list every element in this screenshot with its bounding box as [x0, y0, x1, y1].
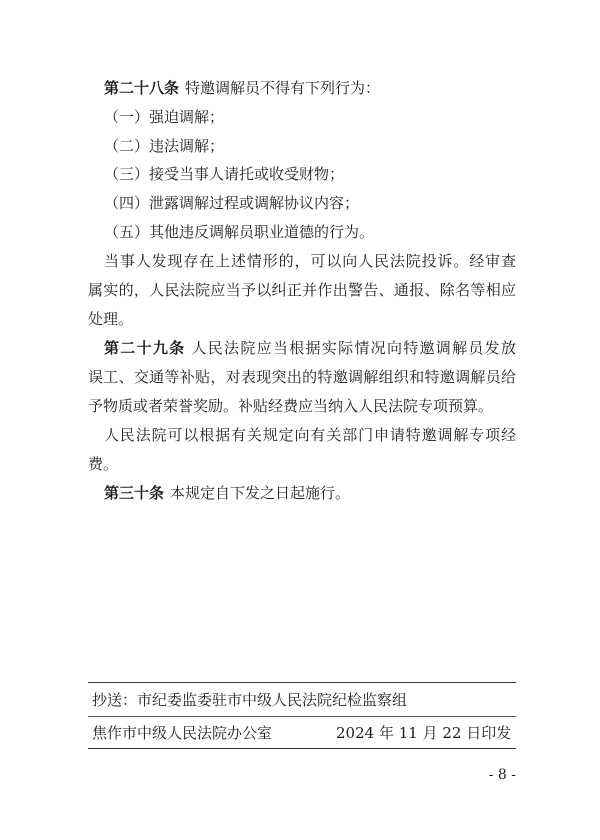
article-30-title: 第三十条: [104, 484, 165, 502]
cc-line: [92, 690, 407, 710]
article-29-para-line-2: 费。: [88, 455, 119, 473]
article-29-line-2: 误工、交通等补贴，对表现突出的特邀调解组织和特邀调解员给: [88, 368, 516, 386]
cc-text: 市纪委监委驻市中级人民法院纪检监察组: [137, 691, 408, 709]
article-30-text: 本规定自下发之日起施行。: [170, 484, 351, 502]
article-28-para-line-1: 当事人发现存在上述情形的，可以向人民法院投诉。经审查: [104, 252, 516, 270]
article-28-text: 特邀调解员不得有下列行为：: [185, 79, 381, 97]
article-28-item-1: （一）强迫调解；: [104, 108, 225, 126]
article-28-item-5: （五）其他违反调解员职业道德的行为。: [104, 223, 375, 241]
article-29-para-line-1: 人民法院可以根据有关规定向有关部门申请特邀调解专项经: [104, 426, 516, 444]
article-28-heading: [104, 78, 380, 98]
article-28-para-line-2: 属实的，人民法院应当予以纠正并作出警告、通报、除名等相应: [88, 281, 516, 299]
issuer-name: 焦作市中级人民法院办公室: [92, 724, 273, 742]
article-30-line: [104, 483, 350, 503]
issue-date: 2024 年 11 月 22 日印发: [336, 724, 512, 742]
article-29-text-1: 人民法院应当根据实际情况向特邀调解员发放: [191, 339, 516, 357]
footer-middle-rule: [88, 716, 516, 717]
cc-label: 抄送：: [92, 691, 138, 709]
footer-bottom-rule: [88, 748, 516, 749]
article-28-para-line-3: 处理。: [88, 310, 134, 328]
article-29-line-1: [104, 338, 516, 358]
article-28-item-2: （二）违法调解；: [104, 137, 225, 155]
page-number: - 8 -: [488, 767, 516, 783]
article-28-item-3: （三）接受当事人请托或收受财物；: [104, 165, 345, 183]
article-29-title: 第二十九条: [104, 339, 186, 357]
article-29-line-3: 予物质或者荣誉奖励。补贴经费应当纳入人民法院专项预算。: [88, 397, 494, 415]
article-28-item-4: （四）泄露调解过程或调解协议内容；: [104, 194, 360, 212]
footer-top-rule: [88, 682, 516, 683]
article-28-title: 第二十八条: [104, 79, 180, 97]
